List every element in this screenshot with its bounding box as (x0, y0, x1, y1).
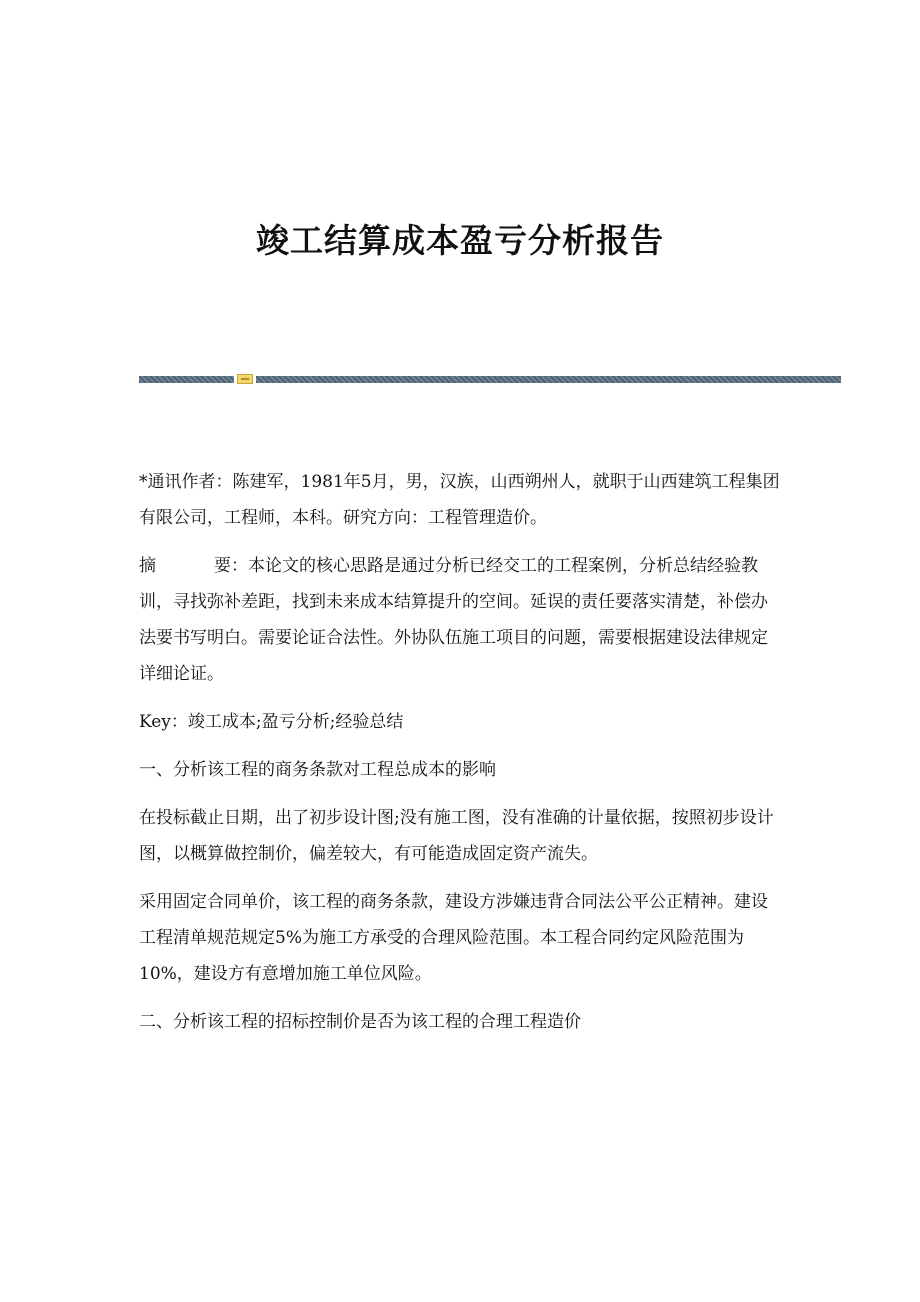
section-1-paragraph-2: 采用固定合同单价，该工程的商务条款，建设方涉嫌违背合同法公平公正精神。建设工程清单规范规定5%为施工方承受的合理风险范围。本工程合同约定风险范围为10%，建设方有意增加施工单位风险。 (139, 892, 768, 984)
abstract-label-second: 要： (214, 556, 248, 576)
abstract-label-first: 摘 (139, 556, 156, 576)
section-1-paragraph-1: 在投标截止日期，出了初步设计图;没有施工图，没有准确的计量依据，按照初步设计图，以概算做控制价，偏差较大，有可能造成固定资产流失。 (139, 808, 774, 864)
section-1-heading: 一、分析该工程的商务条款对工程总成本的影响 (139, 760, 496, 780)
abstract-text: 本论文的核心思路是通过分析已经交工的工程案例，分析总结经验教训，寻找弥补差距，找到未来成本结算提升的空间。延误的责任要落实清楚，补偿办法要书写明白。需要论证合法性。外协队伍施工项目的问题，需要根据建设法律规定详细论证。 (139, 556, 768, 684)
divider-bar-right (256, 376, 841, 383)
abstract (139, 548, 784, 692)
document-body (139, 464, 784, 1052)
author-note: *通讯作者：陈建军，1981年5月，男，汉族，山西朔州人，就职于山西建筑工程集团有限公司，工程师，本科。研究方向：工程管理造价。 (139, 472, 780, 528)
document-title: 竣工结算成本盈亏分析报告 (256, 221, 664, 260)
keywords: Key：竣工成本;盈亏分析;经验总结 (139, 712, 404, 732)
divider-bar-left (139, 376, 234, 383)
divider-ornament-icon (237, 374, 253, 384)
title-divider (139, 374, 841, 384)
section-2-heading: 二、分析该工程的招标控制价是否为该工程的合理工程造价 (139, 1012, 581, 1032)
